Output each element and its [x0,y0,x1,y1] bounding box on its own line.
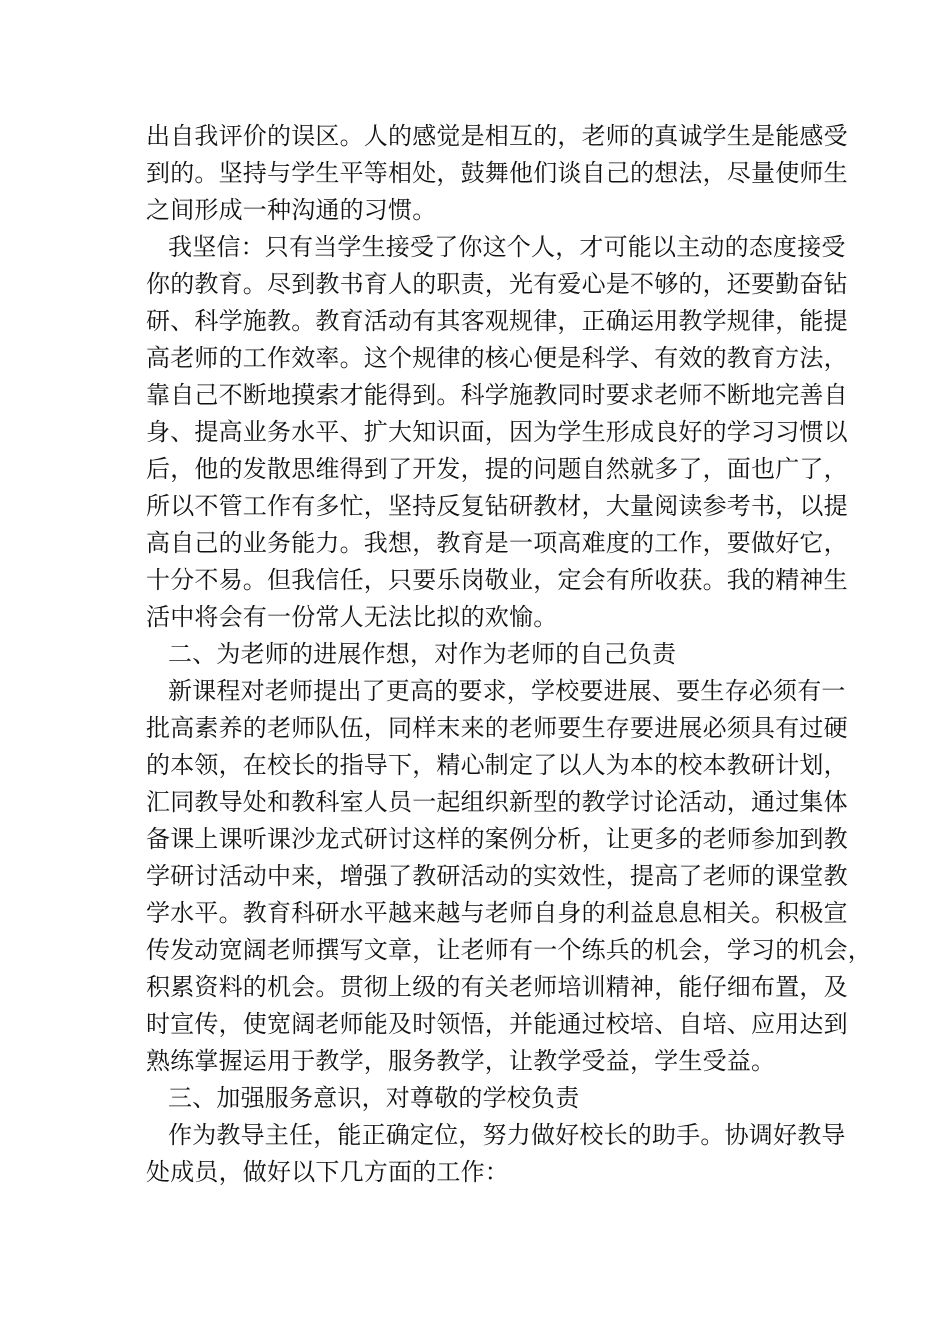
text-line: 时宣传，使宽阔老师能及时领悟，并能通过校培、自培、应用达到 [146,1010,848,1038]
paragraph-start-line: 作为教导主任，能正确定位，努力做好校长的助手。协调好教导 [168,1121,846,1149]
text-line: 你的教育。尽到教书育人的职责，光有爱心是不够的，还要勤奋钻 [146,270,848,298]
text-line: 处成员，做好以下几方面的工作： [146,1158,509,1186]
text-line: 研、科学施教。教育活动有其客观规律，正确运用教学规律，能提 [146,307,848,335]
text-line: 十分不易。但我信任，只要乐岗敬业，定会有所收获。我的精神生 [146,566,848,594]
text-line: 出自我评价的误区。人的感觉是相互的，老师的真诚学生是能感受 [146,122,848,150]
section-heading-2: 二、为老师的进展作想，对作为老师的自己负责 [168,640,677,668]
text-line: 学研讨活动中来，增强了教研活动的实效性，提高了老师的课堂教 [146,862,848,890]
section-heading-3: 三、加强服务意识，对尊敬的学校负责 [168,1084,580,1112]
text-line: 的本领，在校长的指导下，精心制定了以人为本的校本教研计划， [146,751,848,779]
text-line: 高老师的工作效率。这个规律的核心便是科学、有效的教育方法， [146,344,848,372]
paragraph-start-line: 我坚信：只有当学生接受了你这个人，才可能以主动的态度接受 [168,233,846,261]
text-line: 积累资料的机会。贯彻上级的有关老师培训精神，能仔细布置，及 [146,973,848,1001]
text-line: 批高素养的老师队伍，同样末来的老师要生存要进展必须具有过硬 [146,714,848,742]
text-line: 后，他的发散思维得到了开发，提的问题自然就多了，面也广了， [146,455,848,483]
text-line: 熟练掌握运用于教学，服务教学，让教学受益，学生受益。 [146,1047,776,1075]
text-line: 活中将会有一份常人无法比拟的欢愉。 [146,603,558,631]
text-line: 汇同教导处和教科室人员一起组织新型的教学讨论活动，通过集体 [146,788,848,816]
text-line: 身、提高业务水平、扩大知识面，因为学生形成良好的学习习惯以 [146,418,848,446]
document-body [146,118,872,1191]
paragraph-start-line: 新课程对老师提出了更高的要求，学校要进展、要生存必须有一 [168,677,846,705]
text-line: 靠自己不断地摸索才能得到。科学施教同时要求老师不断地完善自 [146,381,848,409]
text-line: 所以不管工作有多忙，坚持反复钻研教材，大量阅读参考书，以提 [146,492,848,520]
text-line: 到的。坚持与学生平等相处，鼓舞他们谈自己的想法，尽量使师生 [146,159,848,187]
text-line: 备课上课听课沙龙式研讨这样的案例分析，让更多的老师参加到教 [146,825,848,853]
text-line: 高自己的业务能力。我想，教育是一项高难度的工作，要做好它， [146,529,848,557]
text-line: 之间形成一种沟通的习惯。 [146,196,437,224]
text-line: 传发动宽阔老师撰写文章，让老师有一个练兵的机会，学习的机会， [146,936,872,964]
text-line: 学水平。教育科研水平越来越与老师自身的利益息息相关。积极宣 [146,899,848,927]
